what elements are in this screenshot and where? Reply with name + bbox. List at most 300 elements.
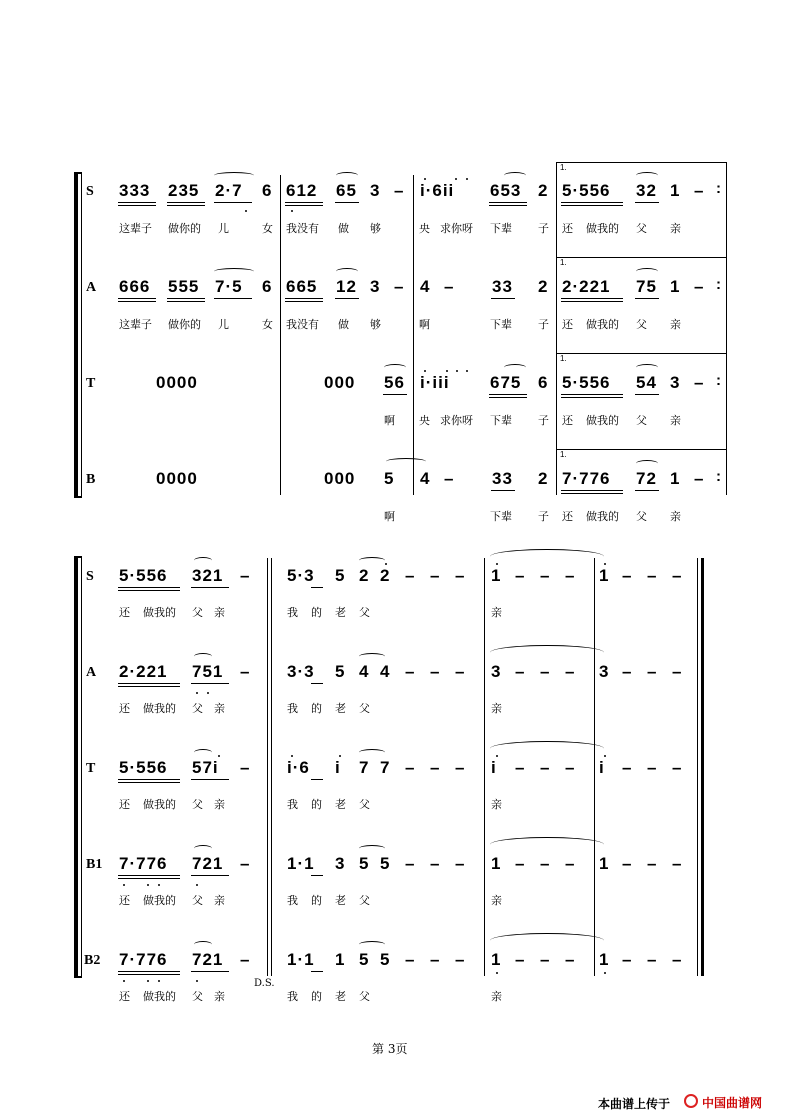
lyric: 老: [335, 798, 346, 811]
note: –: [515, 662, 526, 681]
note: 3: [335, 854, 346, 873]
note: 0000: [156, 469, 198, 488]
lyric: 做我的: [143, 990, 176, 1003]
final-barline: [701, 558, 704, 976]
note: 32: [636, 181, 657, 200]
underline: [311, 683, 323, 684]
underline: [285, 301, 323, 302]
lyric: 还: [119, 798, 130, 811]
underline: [167, 298, 205, 299]
volta-number: 1.: [560, 450, 567, 459]
note: 3·3: [287, 662, 315, 681]
lyric: 做你的: [168, 222, 201, 235]
note: 3: [370, 277, 381, 296]
note: 000: [324, 373, 356, 392]
note: –: [455, 950, 466, 969]
lyric: 还: [119, 606, 130, 619]
note: –: [405, 758, 416, 777]
underline: [191, 971, 229, 972]
lyric: 父: [359, 798, 370, 811]
voice-label: S: [86, 569, 94, 584]
lyric: 做我的: [586, 510, 619, 523]
lyric: 的: [311, 798, 322, 811]
lyric: 父: [636, 510, 647, 523]
underline: [285, 205, 323, 206]
site-logo-icon: [684, 1094, 698, 1108]
underline: [635, 394, 659, 395]
barline: [556, 162, 557, 495]
note: –: [565, 566, 576, 585]
underline: [561, 394, 623, 395]
voice-label: S: [86, 184, 94, 199]
lyric: 亲: [491, 798, 502, 811]
note: 1: [335, 950, 346, 969]
octave-dot: [158, 980, 160, 982]
lyric: 啊: [384, 510, 395, 523]
note: –: [622, 566, 633, 585]
note: 1·1: [287, 950, 315, 969]
lyric: 亲: [670, 318, 681, 331]
note: 1: [599, 854, 610, 873]
voice-label: B1: [86, 857, 103, 872]
octave-dot: [604, 563, 606, 565]
note: 1: [491, 950, 502, 969]
note: –: [405, 854, 416, 873]
note: 4: [420, 277, 431, 296]
underline: [118, 971, 180, 972]
note: i·iii: [420, 373, 450, 392]
note: –: [430, 662, 441, 681]
note: –: [540, 662, 551, 681]
note: –: [430, 758, 441, 777]
lyric: 做我的: [586, 318, 619, 331]
underline: [635, 202, 659, 203]
note: –: [622, 758, 633, 777]
octave-dot: [466, 178, 468, 180]
note: 65: [336, 181, 357, 200]
note: –: [240, 566, 251, 585]
lyric: 亲: [491, 990, 502, 1003]
underline: [118, 686, 180, 687]
note: 675: [490, 373, 522, 392]
note: 666: [119, 277, 151, 296]
tie: [490, 933, 604, 948]
lyric: 还: [562, 222, 573, 235]
lyric: 老: [335, 990, 346, 1003]
barline: [280, 175, 281, 495]
underline: [118, 974, 180, 975]
note: 721: [192, 950, 224, 969]
lyric: 老: [335, 894, 346, 907]
note: 3: [599, 662, 610, 681]
underline: [118, 683, 180, 684]
lyric: 做你的: [168, 318, 201, 331]
note: 000: [324, 469, 356, 488]
note: 2: [538, 469, 549, 488]
lyric: 女: [262, 318, 273, 331]
octave-dot: [455, 178, 457, 180]
octave-dot: [218, 755, 220, 757]
uploader-text: 本曲谱上传于: [598, 1097, 671, 1111]
lyric: 子: [538, 510, 549, 523]
tie: [490, 549, 604, 564]
slur: [194, 845, 212, 852]
underline: [635, 298, 659, 299]
barline: [267, 558, 268, 976]
note: –: [455, 758, 466, 777]
underline: [561, 397, 623, 398]
tie: [359, 749, 385, 756]
repeat-sign: :: [716, 468, 721, 485]
volta-bracket: [556, 257, 726, 258]
voice-label: T: [86, 761, 96, 776]
lyric: 下辈: [490, 318, 512, 331]
lyric: 父: [359, 894, 370, 907]
note: –: [694, 277, 705, 296]
note: 6: [262, 277, 273, 296]
underline: [118, 782, 180, 783]
octave-dot: [496, 755, 498, 757]
note: 1: [670, 469, 681, 488]
note: 5: [380, 950, 391, 969]
note: –: [540, 566, 551, 585]
note: 57i: [192, 758, 219, 777]
note: 7: [359, 758, 370, 777]
voice-label: B: [86, 472, 96, 487]
slur: [636, 268, 658, 275]
lyric: 父: [192, 894, 203, 907]
lyric: 够: [370, 318, 381, 331]
note: –: [455, 566, 466, 585]
tie: [490, 645, 604, 660]
octave-dot: [466, 370, 468, 372]
underline: [214, 202, 252, 203]
note: –: [540, 758, 551, 777]
lyric: 子: [538, 414, 549, 427]
note: 72: [636, 469, 657, 488]
note: 653: [490, 181, 522, 200]
lyric: 做我的: [143, 798, 176, 811]
lyric: 求你呀: [440, 414, 473, 427]
note: –: [672, 758, 683, 777]
voice-label: A: [86, 665, 97, 680]
lyric: 亲: [491, 702, 502, 715]
underline: [191, 587, 229, 588]
lyric: 这辈子: [119, 318, 152, 331]
lyric: 做: [338, 318, 349, 331]
voice-label: A: [86, 280, 97, 295]
octave-dot: [496, 563, 498, 565]
lyric: 还: [562, 414, 573, 427]
lyric: 我没有: [286, 222, 319, 235]
note: 1: [599, 566, 610, 585]
lyric: 的: [311, 990, 322, 1003]
note: 5: [359, 950, 370, 969]
note: 2: [359, 566, 370, 585]
site-name: 中国曲谱网: [702, 1096, 763, 1110]
voice-label: T: [86, 376, 96, 391]
octave-dot: [123, 884, 125, 886]
underline: [118, 779, 180, 780]
note: 2: [380, 566, 391, 585]
note: –: [430, 566, 441, 585]
underline: [311, 587, 323, 588]
underline: [311, 971, 323, 972]
underline: [118, 878, 180, 879]
lyric: 女: [262, 222, 273, 235]
note: 751: [192, 662, 224, 681]
note: –: [455, 662, 466, 681]
note: –: [444, 277, 455, 296]
lyric: 亲: [670, 222, 681, 235]
tie: [490, 741, 604, 756]
barline: [594, 558, 595, 976]
note: 665: [286, 277, 318, 296]
note: –: [540, 854, 551, 873]
octave-dot: [424, 178, 426, 180]
note: 1: [670, 277, 681, 296]
note: –: [515, 758, 526, 777]
underline: [118, 205, 156, 206]
lyric: 父: [359, 990, 370, 1003]
note: 5·556: [562, 373, 611, 392]
note: 2·7: [215, 181, 243, 200]
slur: [194, 653, 212, 660]
slur: [336, 268, 358, 275]
note: –: [405, 566, 416, 585]
underline: [167, 301, 205, 302]
note: 4: [420, 469, 431, 488]
system-line: [81, 172, 82, 498]
lyric: 我: [287, 606, 298, 619]
note: 5·556: [119, 566, 168, 585]
underline: [561, 202, 623, 203]
octave-dot: [339, 755, 341, 757]
tie: [490, 837, 604, 852]
note: –: [405, 950, 416, 969]
note: 5·3: [287, 566, 315, 585]
underline: [489, 397, 527, 398]
barline: [726, 162, 727, 495]
system-line: [81, 556, 82, 978]
note: 33: [492, 277, 513, 296]
page-number: 第 3页: [372, 1042, 408, 1056]
note: 2·221: [119, 662, 168, 681]
repeat-sign: :: [716, 180, 721, 197]
lyric: 父: [192, 702, 203, 715]
lyric: 父: [359, 702, 370, 715]
slur: [636, 460, 658, 467]
note: 6: [262, 181, 273, 200]
note: –: [672, 854, 683, 873]
tie: [359, 557, 385, 564]
underline: [167, 205, 205, 206]
note: –: [405, 662, 416, 681]
note: 54: [636, 373, 657, 392]
note: –: [694, 469, 705, 488]
note: –: [455, 854, 466, 873]
lyric: 亲: [670, 510, 681, 523]
octave-dot: [604, 972, 606, 974]
note: 56: [384, 373, 405, 392]
octave-dot: [147, 980, 149, 982]
note: –: [694, 373, 705, 392]
note: 12: [336, 277, 357, 296]
note: –: [240, 662, 251, 681]
underline: [214, 298, 252, 299]
note: 5: [335, 566, 346, 585]
underline: [561, 205, 623, 206]
underline: [561, 298, 623, 299]
underline: [311, 779, 323, 780]
lyric: 还: [119, 702, 130, 715]
octave-dot: [207, 692, 209, 694]
lyric: 子: [538, 222, 549, 235]
note: 7·776: [119, 854, 168, 873]
note: 235: [168, 181, 200, 200]
note: i: [335, 758, 341, 777]
note: –: [565, 950, 576, 969]
lyric: 这辈子: [119, 222, 152, 235]
underline: [191, 779, 229, 780]
note: 7·776: [562, 469, 611, 488]
octave-dot: [456, 370, 458, 372]
note: 3: [670, 373, 681, 392]
note: 3: [370, 181, 381, 200]
underline: [191, 875, 229, 876]
underline: [167, 202, 205, 203]
lyric: 我: [287, 990, 298, 1003]
octave-dot: [147, 884, 149, 886]
underline: [489, 205, 527, 206]
note: 0000: [156, 373, 198, 392]
lyric: 下辈: [490, 510, 512, 523]
underline: [118, 590, 180, 591]
note: –: [240, 950, 251, 969]
note: 2: [538, 181, 549, 200]
underline: [118, 587, 180, 588]
note: 7·776: [119, 950, 168, 969]
note: i: [491, 758, 497, 777]
lyric: 求你呀: [440, 222, 473, 235]
lyric: 还: [562, 510, 573, 523]
lyric: 老: [335, 606, 346, 619]
note: –: [647, 854, 658, 873]
tie: [359, 653, 385, 660]
note: 5: [335, 662, 346, 681]
note: 75: [636, 277, 657, 296]
underline: [118, 202, 156, 203]
lyric: 做我的: [143, 702, 176, 715]
note: 33: [492, 469, 513, 488]
volta-number: 1.: [560, 354, 567, 363]
note: –: [647, 758, 658, 777]
underline: [561, 493, 623, 494]
octave-dot: [604, 755, 606, 757]
octave-dot: [245, 210, 247, 212]
lyric: 的: [311, 702, 322, 715]
volta-bracket: [556, 449, 726, 450]
note: –: [565, 854, 576, 873]
underline: [118, 875, 180, 876]
note: –: [647, 950, 658, 969]
note: 7: [380, 758, 391, 777]
lyric: 亲: [214, 702, 225, 715]
final-barline: [697, 558, 698, 976]
lyric: 父: [192, 606, 203, 619]
note: 1: [491, 566, 502, 585]
note: 5: [384, 469, 395, 488]
tie: [386, 458, 426, 465]
underline: [118, 298, 156, 299]
lyric: 我没有: [286, 318, 319, 331]
octave-dot: [196, 980, 198, 982]
note: –: [515, 566, 526, 585]
lyric: 父: [359, 606, 370, 619]
volta-bracket: [556, 353, 726, 354]
lyric: 老: [335, 702, 346, 715]
barline: [413, 175, 414, 495]
note: 5·556: [119, 758, 168, 777]
lyric: 亲: [491, 606, 502, 619]
tie: [359, 845, 385, 852]
lyric: 下辈: [490, 222, 512, 235]
octave-dot: [446, 370, 448, 372]
lyric: 我: [287, 798, 298, 811]
lyric: 做我的: [586, 414, 619, 427]
lyric: 还: [119, 894, 130, 907]
note: –: [647, 566, 658, 585]
tie: [359, 941, 385, 948]
note: 1·1: [287, 854, 315, 873]
note: –: [622, 662, 633, 681]
note: –: [430, 950, 441, 969]
slur: [214, 172, 254, 179]
repeat-sign: :: [716, 372, 721, 389]
octave-dot: [291, 755, 293, 757]
lyric: 儿: [218, 318, 229, 331]
lyric: 子: [538, 318, 549, 331]
note: –: [647, 662, 658, 681]
underline: [285, 298, 323, 299]
lyric: 我: [287, 894, 298, 907]
slur: [636, 172, 658, 179]
octave-dot: [291, 210, 293, 212]
lyric: 做我的: [586, 222, 619, 235]
lyric: 儿: [218, 222, 229, 235]
lyric: 还: [562, 318, 573, 331]
note: 321: [192, 566, 224, 585]
underline: [191, 683, 229, 684]
octave-dot: [496, 972, 498, 974]
lyric: 亲: [214, 606, 225, 619]
note: –: [444, 469, 455, 488]
note: –: [565, 758, 576, 777]
lyric: 央: [419, 414, 430, 427]
lyric: 做我的: [143, 894, 176, 907]
note: –: [565, 662, 576, 681]
note: 612: [286, 181, 318, 200]
slur: [384, 364, 406, 371]
note: 1: [670, 181, 681, 200]
slur: [504, 364, 526, 371]
octave-dot: [158, 884, 160, 886]
lyric: 啊: [384, 414, 395, 427]
octave-dot: [196, 884, 198, 886]
note: –: [515, 950, 526, 969]
lyric: 父: [636, 222, 647, 235]
underline: [561, 301, 623, 302]
